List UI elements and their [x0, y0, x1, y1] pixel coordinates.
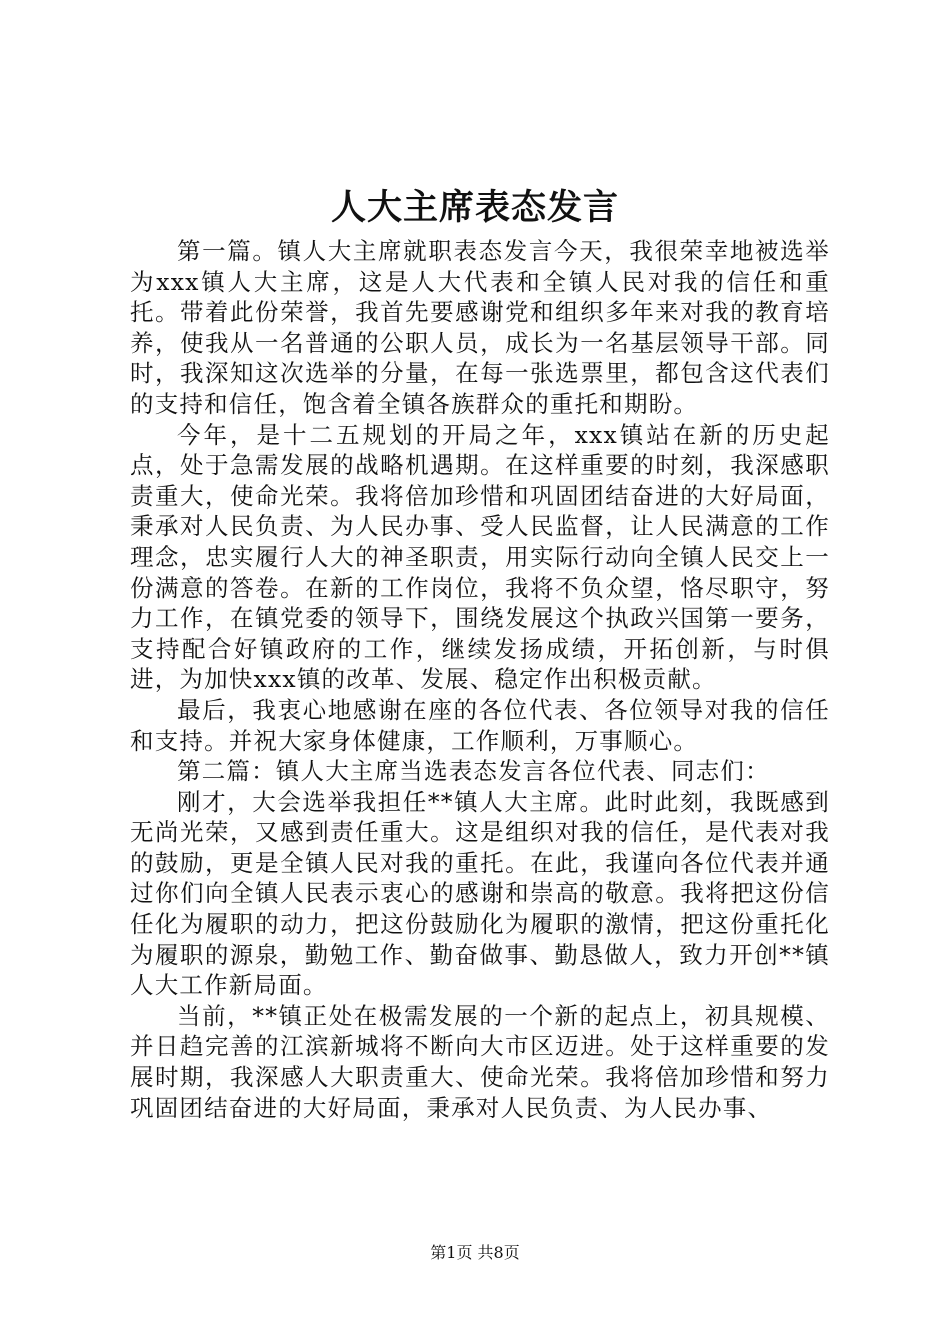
paragraph: 第一篇。镇人大主席就职表态发言今天，我很荣幸地被选举为xxx镇人大主席，这是人大代表和全镇人民对我的信任和重托。带着此份荣誉，我首先要感谢党和组织多年来对我的教育培养，使我从一名普通的公职人员，成长为一名基层领导干部。同时，我深知这次选举的分量，在每一张选票里，都包含这代表们的支持和信任，饱含着全镇各族群众的重托和期盼。: [130, 237, 830, 418]
document-title: 人大主席表态发言: [330, 187, 619, 228]
paragraph: 今年，是十二五规划的开局之年，xxx镇站在新的历史起点，处于急需发展的战略机遇期。在这样重要的时刻，我深感职责重大，使命光荣。我将倍加珍惜和巩固团结奋进的大好局面，秉承对人民负责、为人民办事、受人民监督，让人民满意的工作理念，忠实履行人大的神圣职责，用实际行动向全镇人民交上一份满意的答卷。在新的工作岗位，我将不负众望，恪尽职守，努力工作，在镇党委的领导下，围绕发展这个执政兴国第一要务，支持配合好镇政府的工作，继续发扬成绩，开拓创新，与时俱进，为加快xxx镇的改革、发展、稳定作出积极贡献。: [130, 420, 830, 694]
document-body: [130, 236, 830, 1123]
page-number-footer: 第1页 共8页: [430, 1243, 520, 1262]
paragraph: 当前，**镇正处在极需发展的一个新的起点上，初具规模、并日趋完善的江滨新城将不断向大市区迈进。处于这样重要的发展时期，我深感人大职责重大、使命光荣。我将倍加珍惜和努力巩固团结奋进的大好局面，秉承对人民负责、为人民办事、: [130, 1001, 830, 1122]
paragraph: 刚才，大会选举我担任**镇人大主席。此时此刻，我既感到无尚光荣，又感到责任重大。这是组织对我的信任，是代表对我的鼓励，更是全镇人民对我的重托。在此，我谨向各位代表并通过你们向全镇人民表示衷心的感谢和崇高的敬意。我将把这份信任化为履职的动力，把这份鼓励化为履职的激情，把这份重托化为履职的源泉，勤勉工作、勤奋做事、勤恳做人，致力开创**镇人大工作新局面。: [130, 787, 830, 1000]
paragraph: 最后，我衷心地感谢在座的各位代表、各位领导对我的信任和支持。并祝大家身体健康，工作顺利，万事顺心。: [130, 695, 830, 755]
section-heading-paragraph: 第二篇：镇人大主席当选表态发言各位代表、同志们：: [177, 757, 770, 786]
